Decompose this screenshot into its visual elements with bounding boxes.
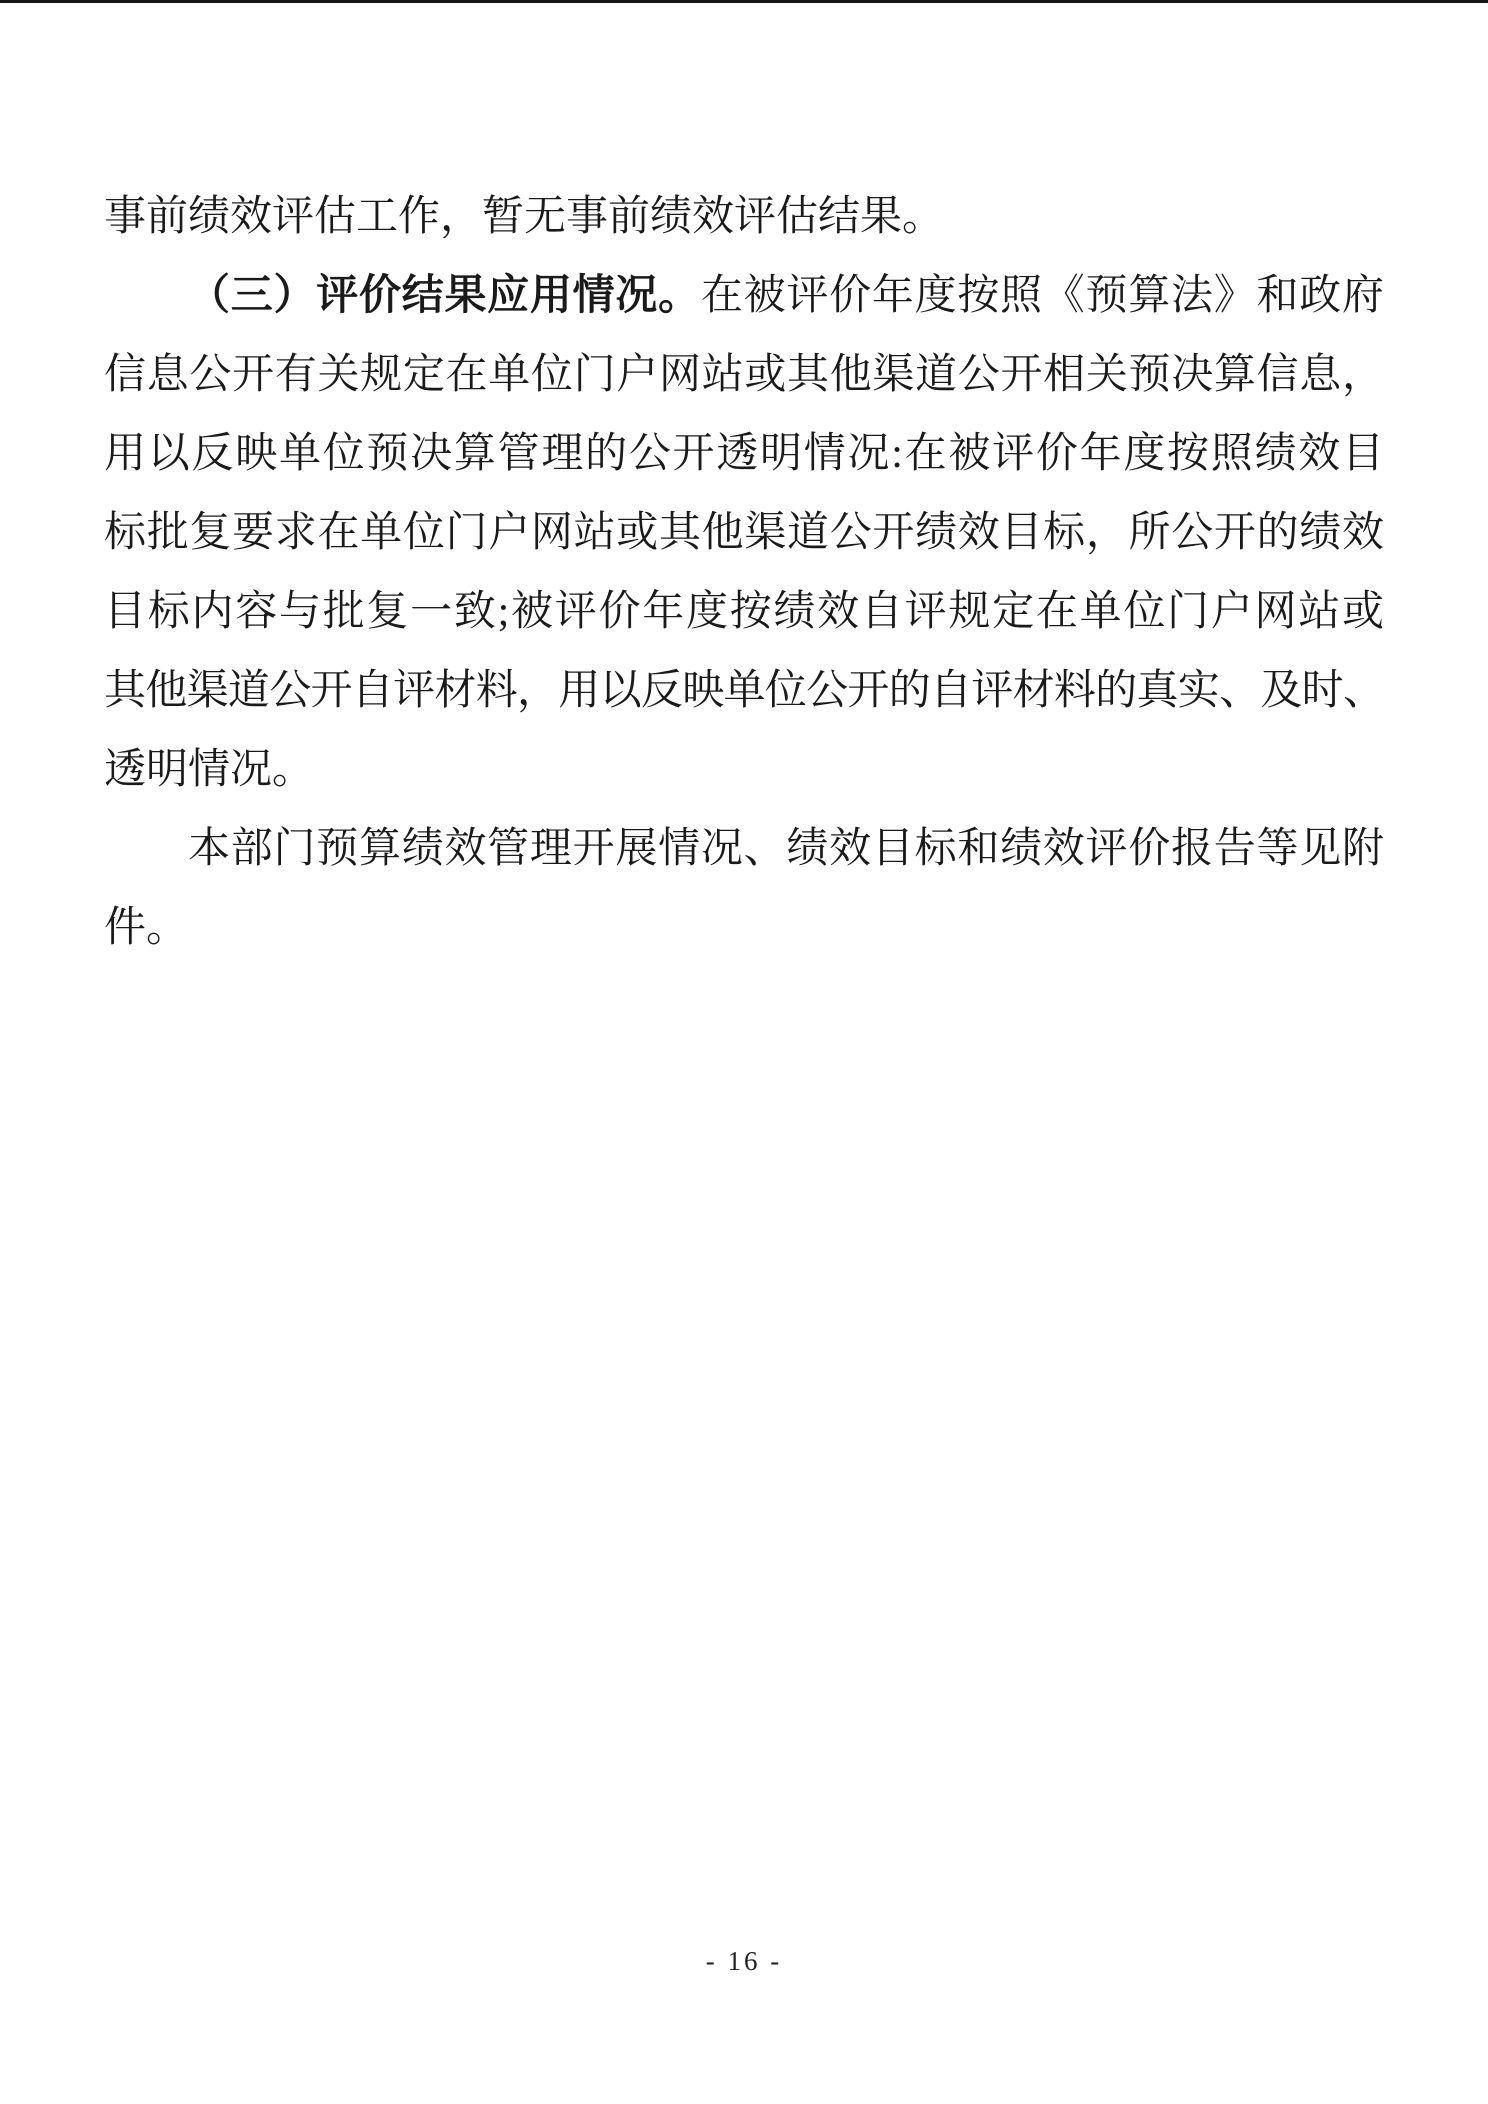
text-line — [104, 731, 1384, 810]
paragraph-continuation-text: 事前绩效评估工作，暂无事前绩效评估结果。 — [104, 194, 945, 240]
section-heading: （三）评价结果应用情况。 — [188, 273, 701, 319]
text-line — [104, 336, 1384, 415]
body-text: 其他渠道公开自评材料，用以反映单位公开的自评材料的真实、及时、 — [104, 668, 1384, 714]
text-line — [104, 652, 1384, 731]
attachment-note-text: 本部门预算绩效管理开展情况、绩效目标和绩效评价报告等见附 — [188, 826, 1384, 872]
text-line — [104, 494, 1384, 573]
body-text: 标批复要求在单位门户网站或其他渠道公开绩效目标，所公开的绩效 — [104, 510, 1384, 556]
attachment-note-text: 件。 — [104, 905, 189, 951]
text-line — [104, 178, 1384, 257]
text-line — [104, 810, 1384, 889]
body-text: 透明情况。 — [104, 747, 315, 793]
screenshot-top-edge — [0, 0, 1488, 3]
page-number: - 16 - — [705, 1946, 783, 1976]
body-text: 目标内容与批复一致;被评价年度按绩效自评规定在单位门户网站或 — [104, 589, 1384, 635]
document-body — [104, 178, 1384, 968]
text-line — [104, 889, 1384, 968]
text-line — [104, 415, 1384, 494]
body-text: 信息公开有关规定在单位门户网站或其他渠道公开相关预决算信息， — [104, 352, 1384, 398]
body-text: 在被评价年度按照《预算法》和政府 — [700, 273, 1384, 319]
text-line — [104, 257, 1384, 336]
body-text: 用以反映单位预决算管理的公开透明情况:在被评价年度按照绩效目 — [104, 431, 1384, 477]
text-line — [104, 573, 1384, 652]
